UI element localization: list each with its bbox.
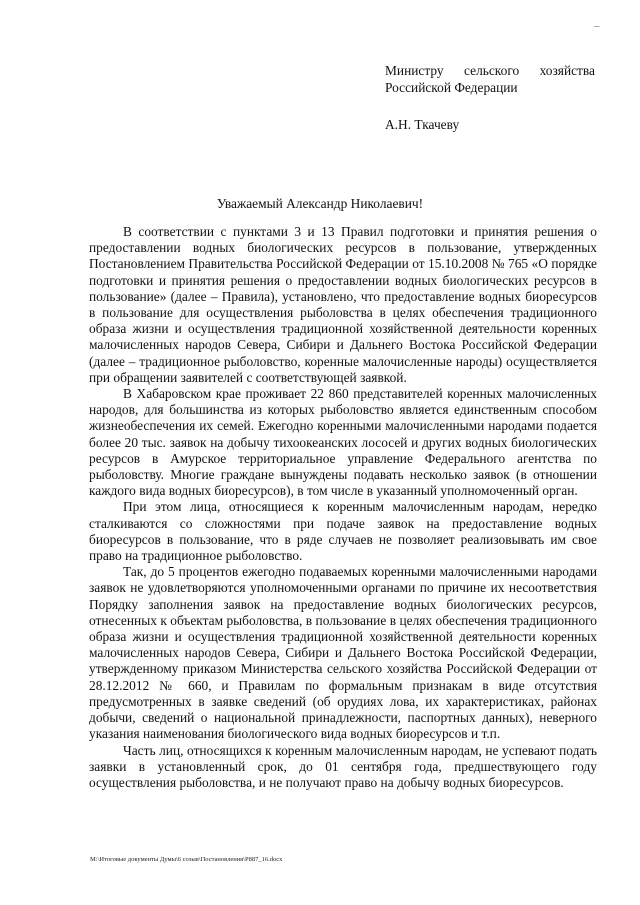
page-mark: – xyxy=(594,20,600,32)
paragraph: В Хабаровском крае проживает 22 860 представителей коренных малочисленных народов, для большинства из которых рыболовство является единственным способом жизнеобеспечения их семей. Ежегодно коренными малочисленными народами подается более 20 тыс. заявок на добычу тихоокеанских лососей и других водных биологических ресурсов в Амурское территориальное управление Федерального агентства по рыболовству. Многие граждане вынуждены подавать несколько заявок (в отношении каждого вида водных биоресурсов), в том числе в указанный уполномоченный орган. xyxy=(89,386,597,499)
addressee-block xyxy=(385,62,595,133)
paragraph: При этом лица, относящиеся к коренным малочисленным народам, нередко сталкиваются со сложностями при подаче заявок на предоставление водных биоресурсов в пользование, что в ряде случаев не позволяет реализовывать им свое право на традиционное рыболовство. xyxy=(89,499,597,564)
greeting: Уважаемый Александр Николаевич! xyxy=(216,196,424,211)
footer-file-path: М:\Итоговые документы Думы\6 созыв\Постановления\Р887_16.docx xyxy=(90,856,283,863)
paragraph: Так, до 5 процентов ежегодно подаваемых коренными малочисленными народами заявок не удовлетворяются уполномоченными органами по причине их несоответствия Порядку заполнения заявок на предоставление водных биологических ресурсов, отнесенных к объектам рыболовства, в пользование в целях обеспечения традиционного образа жизни и осуществления традиционной хозяйственной деятельности коренных малочисленных народов Севера, Сибири и Дальнего Востока Российской Федерации, утвержденному приказом Министерства сельского хозяйства Российской Федерации от 28.12.2012 № 660, и Правилам по формальным признакам в виде отсутствия предусмотренных в заявке сведений (об орудиях лова, их характеристиках, районах добычи, сведений о национальной принадлежности, паспортных данных), неверного указания наименования биологического вида водных биоресурсов и т.п. xyxy=(89,564,597,742)
addressee-name: А.Н. Ткачеву xyxy=(385,117,460,132)
letter-body xyxy=(89,224,597,791)
paragraph: В соответствии с пунктами 3 и 13 Правил подготовки и принятия решения о предоставлении водных биологических ресурсов в пользование, утвержденных Постановлением Правительства Российской Федерации от 15.10.2008 № 765 «О порядке подготовки и принятия решения о предоставлении водных биологических ресурсов в пользование» (далее – Правила), установлено, что предоставление водных биоресурсов в пользование для осуществления рыболовства в целях обеспечения традиционного образа жизни и осуществления традиционной хозяйственной деятельности коренных малочисленных народов Севера, Сибири и Дальнего Востока Российской Федерации (далее – традиционное рыболовство, коренные малочисленные народы) осуществляется при обращении заявителей с соответствующей заявкой. xyxy=(89,224,597,385)
addressee-recipient: Министру сельского хозяйства Российской Федерации xyxy=(385,63,595,95)
paragraph: Часть лиц, относящихся к коренным малочисленным народам, не успевают подать заявки в установленный срок, до 01 сентября года, предшествующего году осуществления рыболовства, и не получают право на добычу водных биоресурсов. xyxy=(89,742,597,790)
